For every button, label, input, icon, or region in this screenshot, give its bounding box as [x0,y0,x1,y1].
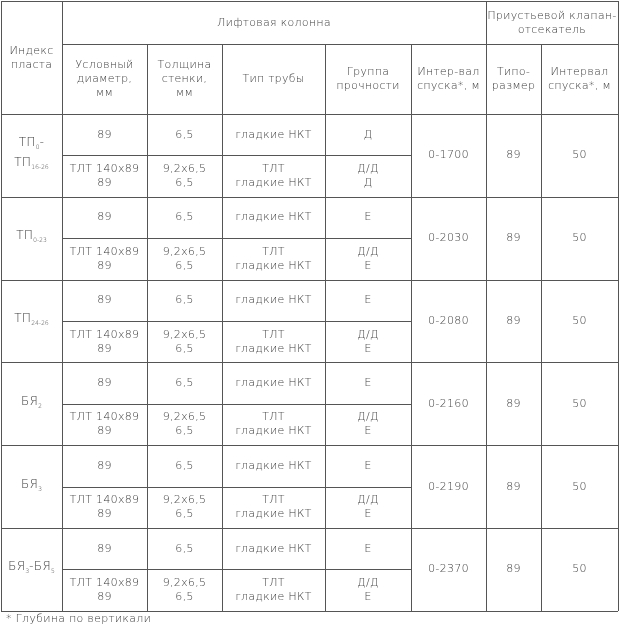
type-cell [222,114,325,155]
diameter-value: 89 [97,293,112,307]
type-cell [222,404,325,445]
wall-value: 6,5 [175,590,194,604]
stratum-index: $ТП_0-$ $ТП_{16-26}$ [14,135,49,172]
type-value: ТЛТ [262,576,285,590]
stratum-name: БЯ [21,393,39,408]
diameter-cell [62,404,147,445]
header-valve [486,1,618,44]
wall-value: 6,5 [175,127,194,141]
wall-cell [147,445,222,486]
diameter-value: 89 [97,176,112,190]
stratum-index [1,362,62,445]
wall-cell [147,321,222,362]
interval-cell [411,114,486,197]
strength-cell [325,114,411,155]
valve-interval-cell [541,114,618,197]
header-valve-label: Приустьевой клапан-отсекатель [487,8,617,36]
strength-value: Е [364,258,372,272]
wall-value: 6,5 [175,341,194,355]
header-type [228,44,319,114]
strength-cell [325,487,411,528]
diameter-value: ТЛТ 140х89 [69,162,140,176]
stratum-name-2: -БЯ [29,559,51,574]
type-cell [222,197,325,238]
wall-value: 9,2х6,5 [162,327,207,341]
diameter-value: 89 [97,210,112,224]
strength-value: Е [364,376,372,390]
wall-value: 6,5 [175,293,194,307]
wall-cell [147,487,222,528]
stratum-name: БЯ [8,559,26,574]
type-cell [222,487,325,528]
stratum-name: БЯ [21,476,39,491]
type-value: гладкие НКТ [235,541,312,555]
type-cell [222,280,325,321]
diameter-value: 89 [97,376,112,390]
header-diameter-label: Условный диаметр, мм [75,58,134,99]
wall-value: 6,5 [175,258,194,272]
type-value: гладкие НКТ [235,293,312,307]
strength-value: Д/Д [357,162,379,176]
strength-value: Е [364,293,372,307]
type-cell [222,362,325,403]
wall-cell [147,362,222,403]
wall-value: 6,5 [175,458,194,472]
footnote: * Глубина по вертикали [6,612,152,625]
diameter-cell [62,445,147,486]
stratum-index [1,528,62,611]
wall-value: 6,5 [175,376,194,390]
strength-cell [325,238,411,279]
type-cell [222,155,325,196]
stratum-subscript-2: 5 [50,568,55,576]
stratum-name: ТП [16,228,34,243]
interval-value: 0-2080 [428,313,469,327]
wall-cell [147,197,222,238]
valve-interval-cell [541,362,618,445]
diameter-value: 89 [97,507,112,521]
valve-size-cell [486,280,541,363]
wall-value: 6,5 [175,541,194,555]
stratum-name: ТП [14,310,32,325]
diameter-cell [62,114,147,155]
type-value: гладкие НКТ [235,376,312,390]
header-valve-interval [547,44,612,114]
wall-value: 9,2х6,5 [162,162,207,176]
strength-value: Е [364,210,372,224]
type-value: гладкие НКТ [235,210,312,224]
border-right [618,1,619,611]
diameter-cell [62,569,147,610]
wall-cell [147,280,222,321]
interval-cell [411,280,486,363]
strength-value: Д [363,127,373,141]
type-value: гладкие НКТ [235,258,312,272]
interval-value: 0-2370 [428,562,469,576]
strength-cell [325,528,411,569]
header-wall-label: Толщина стенки, мм [157,58,212,99]
type-cell [222,321,325,362]
valve-size-cell [486,528,541,611]
interval-value: 0-2190 [428,479,469,493]
wall-value: 6,5 [175,507,194,521]
type-cell [222,445,325,486]
type-value: ТЛТ [262,162,285,176]
valve-interval-cell [541,197,618,280]
wall-value: 9,2х6,5 [162,410,207,424]
diameter-value: 89 [97,541,112,555]
stratum-index [1,197,62,280]
type-cell [222,569,325,610]
valve-size-value: 89 [506,396,521,410]
diameter-value: ТЛТ 140х89 [69,327,140,341]
diameter-cell [62,197,147,238]
strength-value: Д [363,176,373,190]
strength-cell [325,445,411,486]
type-value: ТЛТ [262,493,285,507]
type-value: гладкие НКТ [235,176,312,190]
valve-size-value: 89 [506,479,521,493]
strength-cell [325,321,411,362]
type-value: ТЛТ [262,244,285,258]
stratum-subscript: 0-23 [33,237,47,245]
wall-cell [147,114,222,155]
diameter-cell [62,362,147,403]
valve-interval-value: 50 [572,313,587,327]
wall-cell [147,155,222,196]
wall-value: 9,2х6,5 [162,244,207,258]
strength-cell [325,155,411,196]
stratum-subscript-2: 16-26 [31,164,49,172]
strength-value: Д/Д [357,327,379,341]
type-cell [222,238,325,279]
wall-cell [147,569,222,610]
diameter-value: 89 [97,424,112,438]
strength-value: Д/Д [357,576,379,590]
strength-value: Д/Д [357,493,379,507]
diameter-cell [62,155,147,196]
valve-size-value: 89 [506,231,521,245]
strength-value: Е [364,458,372,472]
header-index-label: Индекс пласта [9,43,54,71]
strength-cell [325,197,411,238]
diameter-value: ТЛТ 140х89 [69,410,140,424]
diameter-cell [62,487,147,528]
diameter-value: ТЛТ 140х89 [69,493,140,507]
diameter-value: 89 [97,458,112,472]
strength-cell [325,280,411,321]
valve-size-value: 89 [506,562,521,576]
valve-interval-cell [541,280,618,363]
interval-value: 0-1700 [428,148,469,162]
wall-cell [147,404,222,445]
wall-value: 6,5 [175,210,194,224]
wall-value: 6,5 [175,424,194,438]
strength-value: Д/Д [357,410,379,424]
valve-interval-value: 50 [572,396,587,410]
stratum-subscript: 3 [38,485,42,493]
header-type-label: Тип трубы [242,72,305,85]
valve-interval-cell [541,445,618,528]
diameter-cell [62,280,147,321]
strength-cell [325,569,411,610]
strength-value: Е [364,507,372,521]
diameter-value: 89 [97,590,112,604]
diameter-value: ТЛТ 140х89 [69,576,140,590]
strength-cell [325,404,411,445]
stratum-index [1,445,62,528]
diameter-value: 89 [97,127,112,141]
header-strength-label: Группа прочности [336,65,400,92]
valve-interval-cell [541,528,618,611]
type-cell [222,528,325,569]
diameter-cell [62,238,147,279]
valve-interval-value: 50 [572,479,587,493]
stratum-subscript: 2 [38,402,42,410]
header-diameter [68,44,141,114]
diameter-value: 89 [97,341,112,355]
strength-cell [325,362,411,403]
header-size [492,44,535,114]
interval-cell [411,528,486,611]
type-value: гладкие НКТ [235,127,312,141]
valve-interval-value: 50 [572,562,587,576]
type-value: гладкие НКТ [235,424,312,438]
type-value: гладкие НКТ [235,507,312,521]
strength-value: Е [364,590,372,604]
valve-size-value: 89 [506,313,521,327]
strength-value: Е [364,541,372,555]
valve-size-cell [486,445,541,528]
diameter-value: 89 [97,258,112,272]
header-wall [153,44,216,114]
header-lift [62,1,486,44]
valve-size-cell [486,362,541,445]
stratum-name-2: ТП [14,155,32,170]
diameter-cell [62,528,147,569]
valve-size-cell [486,114,541,197]
wall-value: 9,2х6,5 [162,493,207,507]
header-interval-label: Интер-вал спуска*, м [417,65,480,92]
header-index [1,1,62,114]
strength-value: Е [364,424,372,438]
stratum-subscript: 24-26 [31,319,49,327]
diameter-cell [62,321,147,362]
header-size-label: Типо-размер [491,65,536,92]
type-value: ТЛТ [262,410,285,424]
wall-value: 9,2х6,5 [162,576,207,590]
valve-interval-value: 50 [572,231,587,245]
wall-cell [147,528,222,569]
wall-cell [147,238,222,279]
header-strength [331,44,405,114]
header-interval [417,44,480,114]
interval-cell [411,197,486,280]
diameter-value: ТЛТ 140х89 [69,244,140,258]
valve-size-cell [486,197,541,280]
header-lift-label: Лифтовая колонна [217,15,331,29]
interval-value: 0-2030 [428,231,469,245]
valve-size-value: 89 [506,148,521,162]
stratum-subscript: 3 [25,568,30,576]
type-value: ТЛТ [262,327,285,341]
stratum-name: ТП [18,135,36,150]
type-value: гладкие НКТ [235,458,312,472]
wall-value: 6,5 [175,176,194,190]
strength-value: Е [364,341,372,355]
type-value: гладкие НКТ [235,341,312,355]
stratum-subscript: 0 [35,144,40,152]
header-valve-interval-label: Интервал спуска*, м [548,65,611,92]
valve-interval-value: 50 [572,148,587,162]
interval-cell [411,445,486,528]
stratum-index [1,280,62,363]
interval-cell [411,362,486,445]
interval-value: 0-2160 [428,396,469,410]
strength-value: Д/Д [357,244,379,258]
type-value: гладкие НКТ [235,590,312,604]
